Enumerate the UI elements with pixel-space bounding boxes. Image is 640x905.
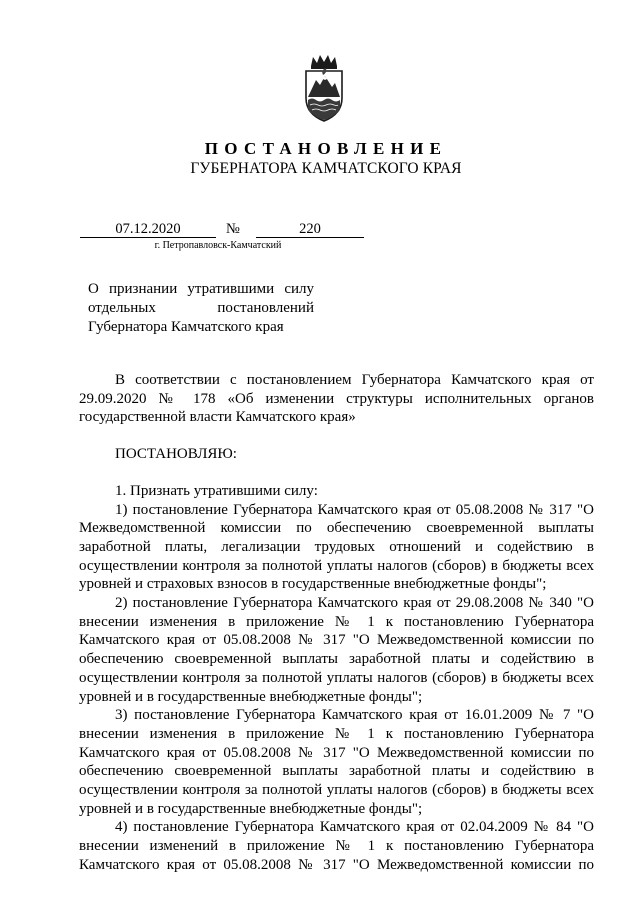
document-date: 07.12.2020 [115, 221, 181, 237]
preamble-line: В соответствии с постановлением Губернатора Камчатского края от [115, 372, 594, 388]
item-heading: 1. Признать утратившими силу: [115, 482, 318, 499]
item-line: обеспечению своевременной выплаты заработной платы и содействию в [79, 651, 594, 668]
preamble-line: 29.09.2020 № 178 «Об изменении структуры исполнительных органов [79, 390, 594, 407]
decree-word: ПОСТАНОВЛЯЮ: [115, 446, 237, 463]
item-line: 3) постановление Губернатора Камчатского края от 16.01.2009 № 7 "О [115, 707, 594, 724]
item-line: заработной платы, легализации трудовых отношений и содействию в [79, 538, 594, 555]
item-line: 2) постановление Губернатора Камчатского края от 29.08.2008 № 340 "О [115, 595, 594, 612]
item-line: осуществлении контроля за полнотой уплаты налогов (сборов) в бюджеты всех [79, 557, 594, 574]
paragraph-gap [79, 427, 594, 445]
item-line: обеспечению своевременной выплаты заработной платы и содействию в [79, 763, 594, 780]
document-subtitle: ГУБЕРНАТОРА КАМЧАТСКОГО КРАЯ [190, 160, 462, 177]
document-subject [88, 280, 314, 337]
item-line: внесении изменения в приложение № 1 к постановлению Губернатора [79, 725, 594, 742]
item-line: Межведомственной комиссии по обеспечению своевременной выплаты [79, 520, 594, 537]
subject-line: О признании утратившими силу [88, 281, 314, 297]
item-line: Камчатского края от 05.08.2008 № 317 "О Межведомственной комиссии по [79, 632, 594, 649]
item-line: внесении изменений в приложение № 1 к постановлению Губернатора [79, 838, 594, 855]
item-line: уровней и в государственные внебюджетные фонды"; [79, 800, 423, 817]
preamble-line: государственной власти Камчатского края» [79, 409, 356, 426]
item-line: уровней и в государственные внебюджетные фонды"; [79, 688, 423, 705]
document-body [79, 371, 594, 875]
item-line: внесении изменения в приложение № 1 к постановлению Губернатора [79, 613, 594, 630]
item-line: уровней и страховых взносов в государственные внебюджетные фонды"; [79, 576, 547, 593]
date-underline [80, 237, 216, 238]
item-line: Камчатского края от 05.08.2008 № 317 "О Межведомственной комиссии по [79, 856, 594, 873]
item-line: 4) постановление Губернатора Камчатского края от 02.04.2009 № 84 "О [115, 819, 594, 836]
item-line: осуществлении контроля за полнотой уплаты налогов (сборов) в бюджеты всех [79, 782, 594, 799]
item-line: Камчатского края от 05.08.2008 № 317 "О Межведомственной комиссии по [79, 744, 594, 761]
item-line: осуществлении контроля за полнотой уплаты налогов (сборов) в бюджеты всех [79, 669, 594, 686]
kamchatka-coat-of-arms-icon [301, 54, 347, 122]
subject-line: отдельных постановлений [88, 300, 314, 316]
subject-line: Губернатора Камчатского края [88, 319, 284, 335]
number-underline [256, 237, 364, 238]
document-number: 220 [299, 221, 321, 237]
item-line: 1) постановление Губернатора Камчатского края от 05.08.2008 № 317 "О [115, 501, 594, 518]
document-title: ПОСТАНОВЛЕНИЕ [204, 139, 448, 158]
document-city: г. Петропавловск-Камчатский [154, 240, 282, 251]
number-label: № [226, 221, 240, 237]
paragraph-gap [79, 464, 594, 482]
